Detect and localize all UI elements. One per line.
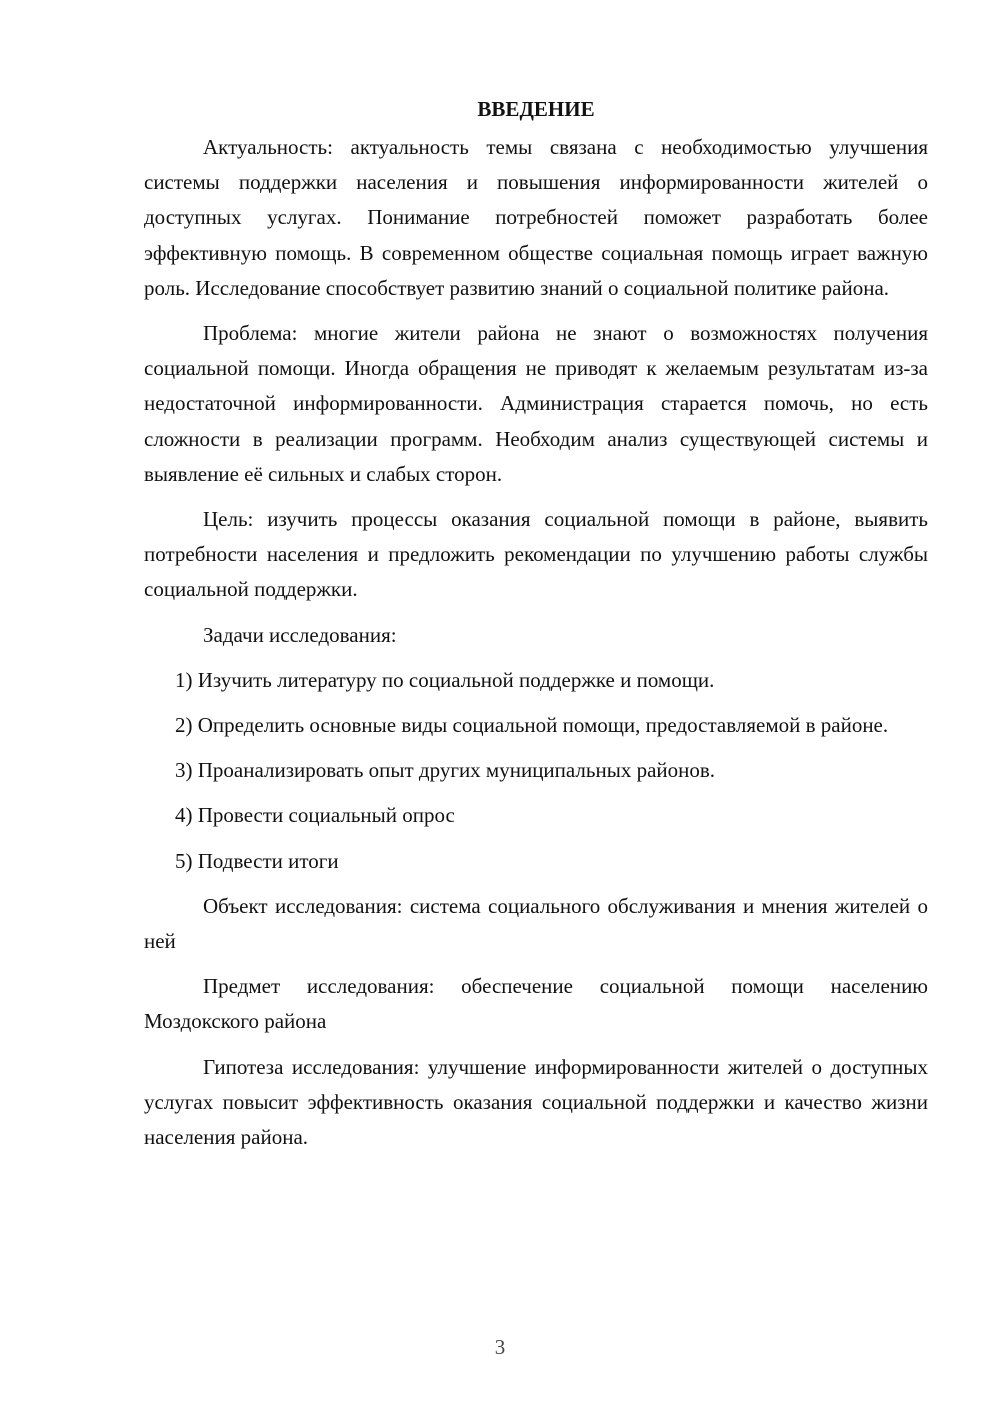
task-item: 2) Определить основные виды социальной помощи, предоставляемой в районе. xyxy=(175,713,889,738)
task-item: 3) Проанализировать опыт других муниципальных районов. xyxy=(175,758,716,783)
paragraph-subject: Предмет исследования: обеспечение социальной помощи населению Моздокского района xyxy=(144,974,928,1034)
task-item: 4) Провести социальный опрос xyxy=(175,803,455,828)
page-number: 3 xyxy=(494,1335,506,1359)
task-item: 5) Подвести итоги xyxy=(175,848,339,873)
document-page xyxy=(144,92,928,1165)
paragraph-problem: Проблема: многие жители района не знают о возможностях получения социальной помощи. Иногда обращения не приводят к желаемым результатам из-за недостаточной информированности. Администрация старается помочь, но есть сложности в реализации программ. Необходим анализ существующей системы и выявление её сильных и слабых сторон. xyxy=(144,321,928,486)
paragraph-relevance: Актуальность: актуальность темы связана с необходимостью улучшения системы поддержки населения и повышения информированности жителей о доступных услугах. Понимание потребностей поможет разработать более эффективную помощь. В современном обществе социальная помощь играет важную роль. Исследование способствует развитию знаний о социальной политике района. xyxy=(144,135,928,300)
task-item: 1) Изучить литературу по социальной поддержке и помощи. xyxy=(175,667,715,692)
paragraph-hypothesis: Гипотеза исследования: улучшение информированности жителей о доступных услугах повысит эффективность оказания социальной поддержки и качество жизни населения района. xyxy=(144,1054,928,1150)
paragraph-object: Объект исследования: система социального обслуживания и мнения жителей о ней xyxy=(144,893,928,954)
document-title: ВВЕДЕНИЕ xyxy=(477,97,595,121)
paragraph-goal: Цель: изучить процессы оказания социальной помощи в районе, выявить потребности населения и предложить рекомендации по улучшению работы службы социальной поддержки. xyxy=(144,507,928,602)
tasks-heading: Задачи исследования: xyxy=(203,622,397,647)
